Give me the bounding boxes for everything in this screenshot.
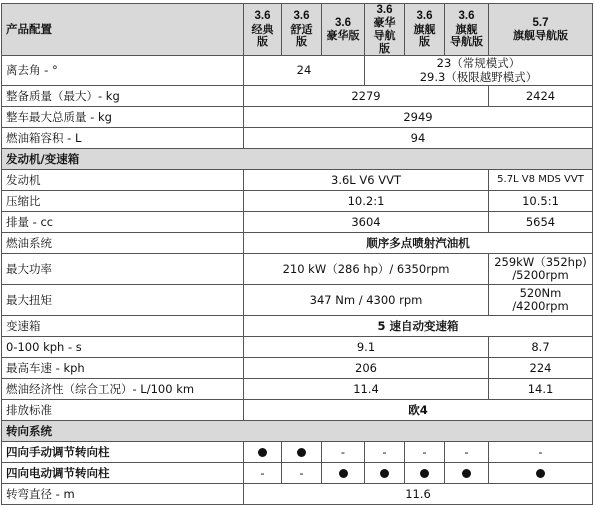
value-cell: 顺序多点喷射汽油机 <box>244 233 593 254</box>
mark-cell <box>445 442 489 463</box>
dash-mark: - <box>464 444 469 459</box>
filled-dot-icon <box>380 469 389 478</box>
table-row <box>2 56 593 86</box>
row-label: 变速箱 <box>2 316 244 337</box>
value-cell: 94 <box>244 128 593 149</box>
mark-cell <box>405 442 445 463</box>
filled-dot-icon <box>339 469 348 478</box>
row-label: 转弯直径 - m <box>2 484 244 505</box>
header-row <box>2 4 593 56</box>
dash-mark: - <box>382 444 387 459</box>
value-cell: 14.1 <box>489 379 593 400</box>
mark-cell <box>405 463 445 484</box>
header-label: 产品配置 <box>2 4 244 56</box>
row-label: 排量 - cc <box>2 212 244 233</box>
table-row <box>2 316 593 337</box>
value-line: 23（常规模式） <box>436 56 521 71</box>
trim-header-6: 3.6 旗舰 导航版 <box>445 4 489 56</box>
row-label: 四向电动调节转向柱 <box>2 463 244 484</box>
value-cell: 3604 <box>244 212 489 233</box>
table-row <box>2 285 593 316</box>
row-label: 离去角 - ° <box>2 56 244 86</box>
filled-dot-icon <box>420 469 429 478</box>
value-cell: 210 kW（286 hp）/ 6350rpm <box>244 254 489 285</box>
section-title-engine: 发动机/变速箱 <box>2 149 593 170</box>
row-label: 发动机 <box>2 170 244 191</box>
table-row <box>2 400 593 421</box>
table-row <box>2 86 593 107</box>
value-cell: 206 <box>244 358 489 379</box>
table-row <box>2 233 593 254</box>
mark-cell <box>244 463 282 484</box>
value-cell: 10.5:1 <box>489 191 593 212</box>
row-label: 压缩比 <box>2 191 244 212</box>
value-line: 259kW（352hp) <box>494 254 587 269</box>
row-label: 燃油箱容积 - L <box>2 128 244 149</box>
dash-mark: - <box>422 444 427 459</box>
value-cell <box>365 56 593 86</box>
value-line: /5200rpm <box>512 268 569 283</box>
value-line: 520Nm <box>519 285 562 300</box>
value-cell: 2949 <box>244 107 593 128</box>
value-cell <box>489 285 593 316</box>
dash-mark: - <box>340 444 346 459</box>
value-cell: 2279 <box>244 86 489 107</box>
dash-mark: - <box>538 444 543 459</box>
value-cell: 8.7 <box>489 337 593 358</box>
value-cell: 24 <box>244 56 365 86</box>
mark-cell <box>365 463 405 484</box>
table-row <box>2 170 593 191</box>
trim-header-7: 5.7 旗舰导航版 <box>489 4 593 56</box>
value-cell: 5 速自动变速箱 <box>244 316 593 337</box>
table-row <box>2 128 593 149</box>
filled-dot-icon <box>297 448 306 457</box>
mark-cell <box>365 442 405 463</box>
row-label: 整备质量（最大）- kg <box>2 86 244 107</box>
mark-cell <box>244 442 282 463</box>
row-label: 最高车速 - kph <box>2 358 244 379</box>
trim-header-1: 3.6 经典版 <box>244 4 282 56</box>
row-label: 最大功率 <box>2 254 244 285</box>
value-cell: 5.7L V8 MDS VVT <box>489 170 593 191</box>
table-row <box>2 191 593 212</box>
section-header-row <box>2 149 593 170</box>
dash-mark: - <box>260 465 265 480</box>
row-label: 燃油经济性（综合工况）- L/100 km <box>2 379 244 400</box>
value-cell: 9.1 <box>244 337 489 358</box>
table-row <box>2 379 593 400</box>
section-title-steering: 转向系统 <box>2 421 593 442</box>
value-cell: 2424 <box>489 86 593 107</box>
row-label: 燃油系统 <box>2 233 244 254</box>
mark-cell <box>445 463 489 484</box>
mark-cell <box>282 442 322 463</box>
table-row <box>2 254 593 285</box>
spec-table <box>1 3 593 505</box>
filled-dot-icon <box>258 448 267 457</box>
value-cell: 欧4 <box>244 400 593 421</box>
row-label: 四向手动调节转向柱 <box>2 442 244 463</box>
table-row <box>2 484 593 505</box>
trim-header-5: 3.6 旗舰版 <box>405 4 445 56</box>
value-cell: 11.6 <box>244 484 593 505</box>
mark-cell <box>322 442 365 463</box>
table-row <box>2 107 593 128</box>
value-cell: 11.4 <box>244 379 489 400</box>
value-cell: 10.2:1 <box>244 191 489 212</box>
table-row <box>2 358 593 379</box>
row-label: 最大扭矩 <box>2 285 244 316</box>
table-row <box>2 463 593 484</box>
mark-cell <box>489 442 593 463</box>
filled-dot-icon <box>462 469 471 478</box>
table-row <box>2 212 593 233</box>
section-header-row <box>2 421 593 442</box>
filled-dot-icon <box>536 469 545 478</box>
value-cell: 347 Nm / 4300 rpm <box>244 285 489 316</box>
trim-header-3: 3.6 豪华版 <box>322 4 365 56</box>
dash-mark: - <box>299 465 304 480</box>
mark-cell <box>322 463 365 484</box>
value-cell: 5654 <box>489 212 593 233</box>
value-cell <box>489 254 593 285</box>
table-row <box>2 442 593 463</box>
mark-cell <box>489 463 593 484</box>
value-cell: 224 <box>489 358 593 379</box>
trim-header-2: 3.6 舒适版 <box>282 4 322 56</box>
value-line: 29.3（极限越野模式） <box>419 69 538 84</box>
row-label: 0-100 kph - s <box>2 337 244 358</box>
row-label: 整车最大总质量 - kg <box>2 107 244 128</box>
row-label: 排放标准 <box>2 400 244 421</box>
trim-header-4: 3.6 豪华 导航版 <box>365 4 405 56</box>
table-row <box>2 337 593 358</box>
mark-cell <box>282 463 322 484</box>
value-line: /4200rpm <box>512 299 569 314</box>
value-cell: 3.6L V6 VVT <box>244 170 489 191</box>
